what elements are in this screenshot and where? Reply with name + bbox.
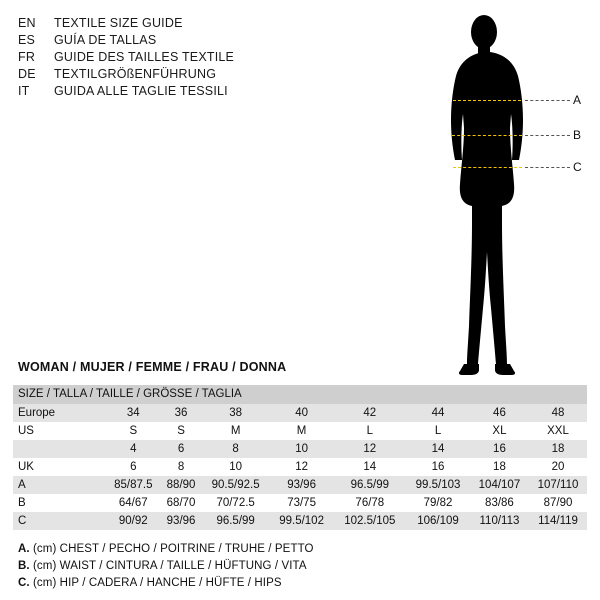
cell: 8 bbox=[161, 458, 202, 476]
cell: 99.5/103 bbox=[406, 476, 470, 494]
cell: 85/87.5 bbox=[106, 476, 161, 494]
cell: 64/67 bbox=[106, 494, 161, 512]
row-label-us-numeric bbox=[13, 440, 106, 458]
cell: 76/78 bbox=[333, 494, 406, 512]
language-code-en: EN bbox=[18, 16, 36, 30]
row-label-a: A bbox=[13, 476, 106, 494]
language-row-de bbox=[18, 67, 318, 84]
cell: 90/92 bbox=[106, 512, 161, 530]
cell: 42 bbox=[333, 404, 406, 422]
cell: 34 bbox=[106, 404, 161, 422]
note-row-a bbox=[18, 541, 578, 558]
note-key-b: B. bbox=[18, 560, 30, 572]
row-label-b: B bbox=[13, 494, 106, 512]
language-title-block bbox=[18, 16, 318, 101]
cell: XL bbox=[470, 422, 529, 440]
row-label-uk: UK bbox=[13, 458, 106, 476]
cell: 102.5/105 bbox=[333, 512, 406, 530]
table-row bbox=[13, 422, 587, 440]
note-key-a: A. bbox=[18, 543, 30, 555]
note-row-b bbox=[18, 558, 578, 575]
table-row bbox=[13, 476, 587, 494]
cell: 10 bbox=[202, 458, 270, 476]
female-silhouette-icon bbox=[420, 8, 595, 378]
cell: 16 bbox=[406, 458, 470, 476]
cell: S bbox=[106, 422, 161, 440]
measure-line-hip bbox=[453, 167, 522, 168]
cell: 104/107 bbox=[470, 476, 529, 494]
row-label-us: US bbox=[13, 422, 106, 440]
cell: 38 bbox=[202, 404, 270, 422]
cell: 40 bbox=[270, 404, 334, 422]
note-text-b: (cm) WAIST / CINTURA / TAILLE / HÜFTUNG / VITA bbox=[33, 560, 307, 572]
cell: L bbox=[406, 422, 470, 440]
cell: 83/86 bbox=[470, 494, 529, 512]
cell: M bbox=[270, 422, 334, 440]
language-text-fr: GUIDE DES TAILLES TEXTILE bbox=[54, 50, 235, 64]
cell: 110/113 bbox=[470, 512, 529, 530]
pointer-line-waist bbox=[525, 135, 570, 136]
language-row-es bbox=[18, 33, 318, 50]
cell: 87/90 bbox=[529, 494, 587, 512]
cell: 68/70 bbox=[161, 494, 202, 512]
cell: 96.5/99 bbox=[202, 512, 270, 530]
language-row-en bbox=[18, 16, 318, 33]
note-key-c: C. bbox=[18, 577, 30, 589]
table-row bbox=[13, 440, 587, 458]
cell: 73/75 bbox=[270, 494, 334, 512]
pointer-line-chest bbox=[525, 100, 570, 101]
measure-label-c: C bbox=[573, 160, 582, 174]
language-row-fr bbox=[18, 50, 318, 67]
cell: 90.5/92.5 bbox=[202, 476, 270, 494]
cell: 107/110 bbox=[529, 476, 587, 494]
table-row bbox=[13, 458, 587, 476]
cell: 106/109 bbox=[406, 512, 470, 530]
language-text-de: TEXTILGRÖßENFÜHRUNG bbox=[54, 67, 217, 81]
figure-area bbox=[420, 8, 595, 378]
note-text-c: (cm) HIP / CADERA / HANCHE / HÜFTE / HIPS bbox=[33, 577, 282, 589]
table-header-cell: SIZE / TALLA / TAILLE / GRÖSSE / TAGLIA bbox=[13, 385, 587, 404]
cell: 96.5/99 bbox=[333, 476, 406, 494]
language-code-es: ES bbox=[18, 33, 36, 47]
language-row-it bbox=[18, 84, 318, 101]
cell: 14 bbox=[333, 458, 406, 476]
cell: L bbox=[333, 422, 406, 440]
table-row bbox=[13, 512, 587, 530]
row-label-c: C bbox=[13, 512, 106, 530]
pointer-line-hip bbox=[525, 167, 570, 168]
table-row bbox=[13, 494, 587, 512]
cell: 93/96 bbox=[270, 476, 334, 494]
cell: 48 bbox=[529, 404, 587, 422]
measure-label-b: B bbox=[573, 128, 582, 142]
measure-label-a: A bbox=[573, 93, 582, 107]
section-title: WOMAN / MUJER / FEMME / FRAU / DONNA bbox=[18, 360, 287, 374]
cell: 12 bbox=[333, 440, 406, 458]
cell: 99.5/102 bbox=[270, 512, 334, 530]
measure-line-waist bbox=[452, 135, 522, 136]
measure-line-chest bbox=[453, 100, 521, 101]
cell: M bbox=[202, 422, 270, 440]
language-text-it: GUIDA ALLE TAGLIE TESSILI bbox=[54, 84, 228, 98]
cell: 16 bbox=[470, 440, 529, 458]
cell: 44 bbox=[406, 404, 470, 422]
cell: 18 bbox=[470, 458, 529, 476]
table-header-row bbox=[13, 385, 587, 404]
cell: 14 bbox=[406, 440, 470, 458]
note-row-c bbox=[18, 575, 578, 592]
cell: 10 bbox=[270, 440, 334, 458]
cell: 46 bbox=[470, 404, 529, 422]
cell: 8 bbox=[202, 440, 270, 458]
cell: 88/90 bbox=[161, 476, 202, 494]
language-code-de: DE bbox=[18, 67, 36, 81]
cell: 79/82 bbox=[406, 494, 470, 512]
note-text-a: (cm) CHEST / PECHO / POITRINE / TRUHE / PETTO bbox=[33, 543, 314, 555]
table-row bbox=[13, 404, 587, 422]
language-code-fr: FR bbox=[18, 50, 36, 64]
measurement-notes bbox=[18, 541, 578, 592]
cell: 6 bbox=[161, 440, 202, 458]
size-table bbox=[13, 385, 587, 530]
cell: 114/119 bbox=[529, 512, 587, 530]
cell: 93/96 bbox=[161, 512, 202, 530]
cell: 18 bbox=[529, 440, 587, 458]
cell: 20 bbox=[529, 458, 587, 476]
language-text-en: TEXTILE SIZE GUIDE bbox=[54, 16, 183, 30]
row-label-europe: Europe bbox=[13, 404, 106, 422]
cell: 36 bbox=[161, 404, 202, 422]
language-code-it: IT bbox=[18, 84, 30, 98]
cell: 4 bbox=[106, 440, 161, 458]
cell: 70/72.5 bbox=[202, 494, 270, 512]
cell: 6 bbox=[106, 458, 161, 476]
cell: S bbox=[161, 422, 202, 440]
language-text-es: GUÍA DE TALLAS bbox=[54, 33, 157, 47]
cell: XXL bbox=[529, 422, 587, 440]
cell: 12 bbox=[270, 458, 334, 476]
